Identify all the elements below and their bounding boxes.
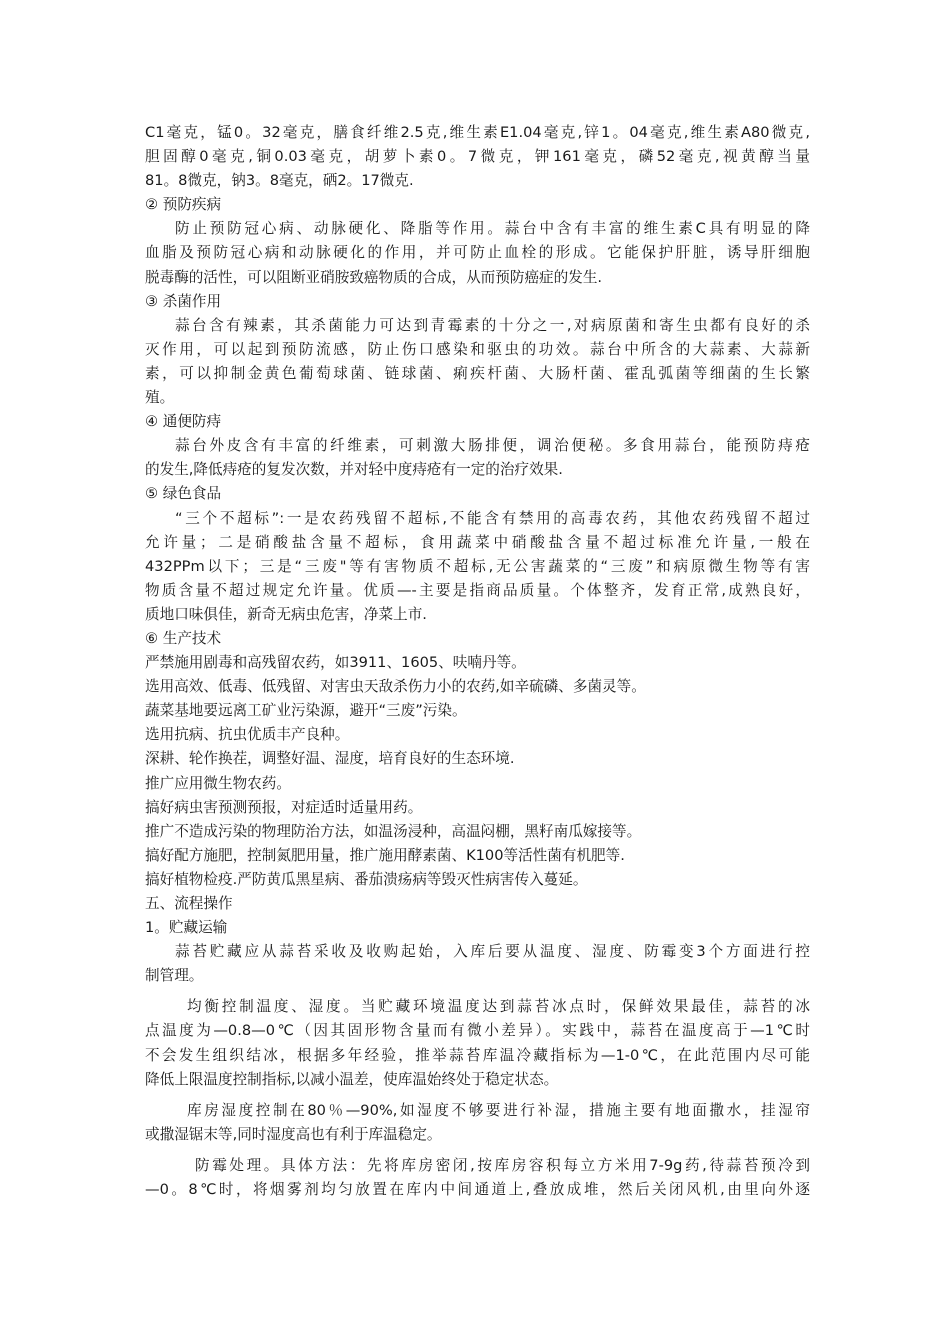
body-text-line: 均衡控制温度、湿度。当贮藏环境温度达到蒜苔冰点时，保鲜效果最佳，蒜苔的冰 <box>187 998 810 1016</box>
section-heading: ③ 杀菌作用 <box>145 292 222 310</box>
body-text-line: 脱毒酶的活性，可以阻断亚硝胺致癌物质的合成，从而预防癌症的发生. <box>145 268 603 286</box>
chapter-heading: 五、流程操作 <box>145 895 233 912</box>
body-text-line: 蒜台含有辣素，其杀菌能力可达到青霉素的十分之一,对病原菌和寄生虫都有良好的杀 <box>175 316 810 334</box>
body-text-line: 降低上限温度控制指标,以减小温差，使库温始终处于稳定状态。 <box>145 1070 559 1088</box>
body-text-line: 灭作用，可以起到预防流感，防止伤口感染和驱虫的功效。蒜台中所含的大蒜素、大蒜新 <box>145 340 810 358</box>
list-item: 搞好病虫害预测预报，对症适时适量用药。 <box>145 798 423 816</box>
body-text-line: —0。8℃时，将烟雾剂均匀放置在库内中间通道上,叠放成堆，然后关闭风机,由里向外逐 <box>145 1181 810 1199</box>
document-body <box>145 121 810 1202</box>
body-text-line: 库房湿度控制在80％—90%,如湿度不够要进行补湿，措施主要有地面撒水，挂湿帘 <box>187 1101 810 1119</box>
body-text-line: 允许量；二是硝酸盐含量不超标，食用蔬菜中硝酸盐含量不超过标准允许量,一般在 <box>145 533 810 551</box>
body-text-line: 物质含量不超过规定允许量。优质—-主要是指商品质量。个体整齐，发育正常,成熟良好， <box>145 581 810 599</box>
list-item: 严禁施用剧毒和高残留农药，如3911、1605、呋喃丹等。 <box>145 654 526 672</box>
section-heading: ⑤ 绿色食品 <box>145 485 222 503</box>
body-text-line: 蒜台外皮含有丰富的纤维素，可刺激大肠排便，调治便秘。多食用蒜台，能预防痔疮 <box>175 437 810 455</box>
body-text-line: C1毫克，锰0。32毫克，膳食纤维2.5克,维生素E1.04毫克,锌1。04毫克,维生素A80微克, <box>145 124 810 141</box>
body-text-line: 质地口味俱佳，新奇无病虫危害，净菜上市. <box>145 605 427 623</box>
list-item: 搞好配方施肥，控制氮肥用量，推广施用酵素菌、K100等活性菌有机肥等. <box>145 846 625 864</box>
list-item: 搞好植物检疫.严防黄瓜黑星病、番茄溃疡病等毁灭性病害传入蔓延。 <box>145 870 588 888</box>
body-text-line: 432PPm以下；三是“三废"等有害物质不超标,无公害蔬菜的“三废”和病原微生物等有害 <box>145 557 810 575</box>
subsection-heading: 1。贮藏运输 <box>145 919 228 937</box>
list-item: 选用抗病、抗虫优质丰产良种。 <box>145 726 350 744</box>
list-item: 推广应用微生物农药。 <box>145 774 291 792</box>
body-text-line: 胆固醇0毫克,铜0.03毫克，胡萝卜素0。7微克，钾161毫克，磷52毫克,视黄醇当量 <box>145 148 810 166</box>
list-item: 深耕、轮作换茬，调整好温、湿度，培育良好的生态环境. <box>145 750 515 768</box>
body-text-line: 防止预防冠心病、动脉硬化、降脂等作用。蒜台中含有丰富的维生素C具有明显的降 <box>175 220 810 238</box>
body-text-line: 不会发生组织结冰，根据多年经验，推举蒜苔库温冷藏指标为—1-0℃，在此范围内尽可能 <box>145 1046 810 1064</box>
list-item: 选用高效、低毒、低残留、对害虫天敌杀伤力小的农药,如辛硫磷、多菌灵等。 <box>145 678 646 696</box>
list-item: 蔬菜基地要远离工矿业污染源，避开“三废”污染。 <box>145 702 467 720</box>
section-heading: ⑥ 生产技术 <box>145 629 222 647</box>
body-text-line: 的发生,降低痔疮的复发次数，并对轻中度痔疮有一定的治疗效果. <box>145 461 563 479</box>
body-text-line: 防霉处理。具体方法：先将库房密闭,按库房容积每立方米用7-9g药,待蒜苔预冷到 <box>195 1156 810 1174</box>
body-text-line: 素，可以抑制金黄色葡萄球菌、链球菌、痢疾杆菌、大肠杆菌、霍乱弧菌等细菌的生长繁 <box>145 364 810 382</box>
body-text-line: 制管理。 <box>145 967 204 985</box>
body-text-line: 81。8微克，钠3。8毫克，硒2。17微克. <box>145 172 414 190</box>
body-text-line: “三个不超标”:一是农药残留不超标,不能含有禁用的高毒农药，其他农药残留不超过 <box>175 509 810 527</box>
list-item: 推广不造成污染的物理防治方法，如温汤浸种，高温闷棚，黑籽南瓜嫁接等。 <box>145 822 642 840</box>
body-text-line: 或撒湿锯末等,同时湿度高也有利于库温稳定。 <box>145 1125 442 1143</box>
section-heading: ④ 通便防痔 <box>145 413 222 431</box>
body-text-line: 蒜苔贮藏应从蒜苔采收及收购起始，入库后要从温度、湿度、防霉变3个方面进行控 <box>175 943 810 961</box>
body-text-line: 血脂及预防冠心病和动脉硬化的作用，并可防止血栓的形成。它能保护肝脏，诱导肝细胞 <box>145 244 810 262</box>
body-text-line: 点温度为—0.8—0℃（因其固形物含量而有微小差异）。实践中，蒜苔在温度高于—1℃时 <box>145 1022 810 1040</box>
section-heading: ② 预防疾病 <box>145 196 222 214</box>
body-text-line: 殖。 <box>145 389 175 407</box>
